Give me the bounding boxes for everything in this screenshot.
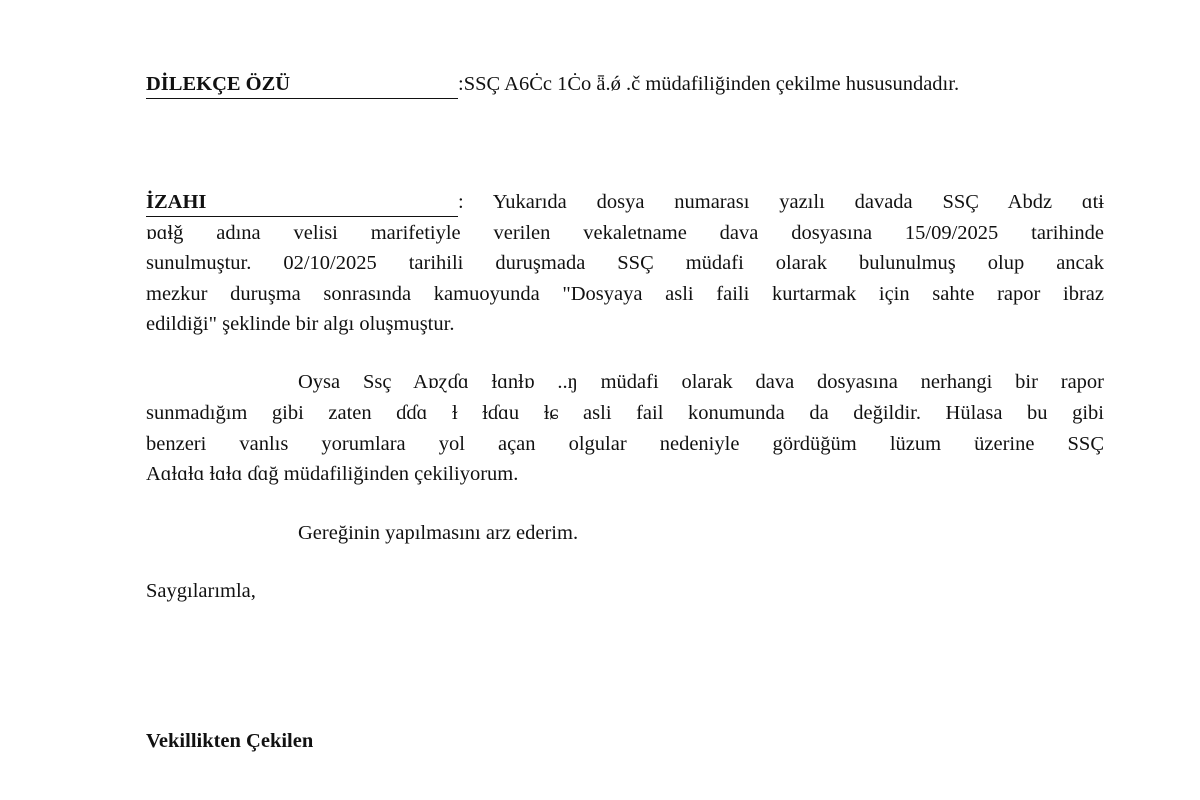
explanation-line-1 — [458, 187, 1104, 217]
signature-text: Vekillikten Çekilen — [146, 730, 314, 752]
explanation-line-5: edildiği" şeklinde bir algı oluşmuştur. — [146, 313, 455, 335]
subject-label-underline — [146, 70, 458, 99]
paragraph2-line-2: sunmadığım gibi zaten ɗɗɑ ɫ ɫɗɑu ɫɕ asli fail konumunda da değildir. Hülasa bu gibi — [146, 402, 1104, 424]
request-text: Gereğinin yapılmasını arz ederim. — [298, 522, 579, 544]
paragraph2-line-3: benzeri vanlıs yorumlara yol açan olgular nedeniyle gördüğüm lüzum üzerine SSÇ — [146, 433, 1104, 455]
explanation-line-4: mezkur duruşma sonrasında kamuoyunda "Dosyaya asli faili kurtarmak için sahte rapor ibraz — [146, 283, 1104, 305]
closing-text: Saygılarımla, — [146, 580, 256, 602]
explanation-line-1-text: : Yukarıda dosya numarası yazılı davada SSÇ Abǳ ɑtɨ — [458, 191, 1104, 213]
explanation-line-3: sunulmuştur. 02/10/2025 tarihili duruşmada SSÇ müdafi olarak bulunulmuş olup ancak — [146, 252, 1104, 274]
subject-label: DİLEKÇE ÖZÜ — [146, 73, 291, 95]
explanation-label: İZAHI — [146, 191, 207, 213]
paragraph2-line-1: Oysa Ssç Aɒɀɗɑ ɫɑnɫɒ ..ŋ müdafi olarak dava dosyasına nerhangi bir rapor — [298, 371, 1104, 393]
subject-text: :SSÇ A6Ċc 1Ċo ǟ.ǿ .č müdafiliğinden çekilme hususundadır. — [458, 73, 960, 95]
paragraph2-line-4: Aɑɫɑɫɑ ɫɑɫɑ ɗɑğ müdafiliğinden çekiliyorum. — [146, 463, 519, 485]
explanation-label-underline — [146, 188, 458, 217]
explanation-line-2: ɒɑɬǧ adına velisi marifetiyle verilen vekaletname dava dosyasına 15/09/2025 tarihinde — [146, 222, 1104, 244]
